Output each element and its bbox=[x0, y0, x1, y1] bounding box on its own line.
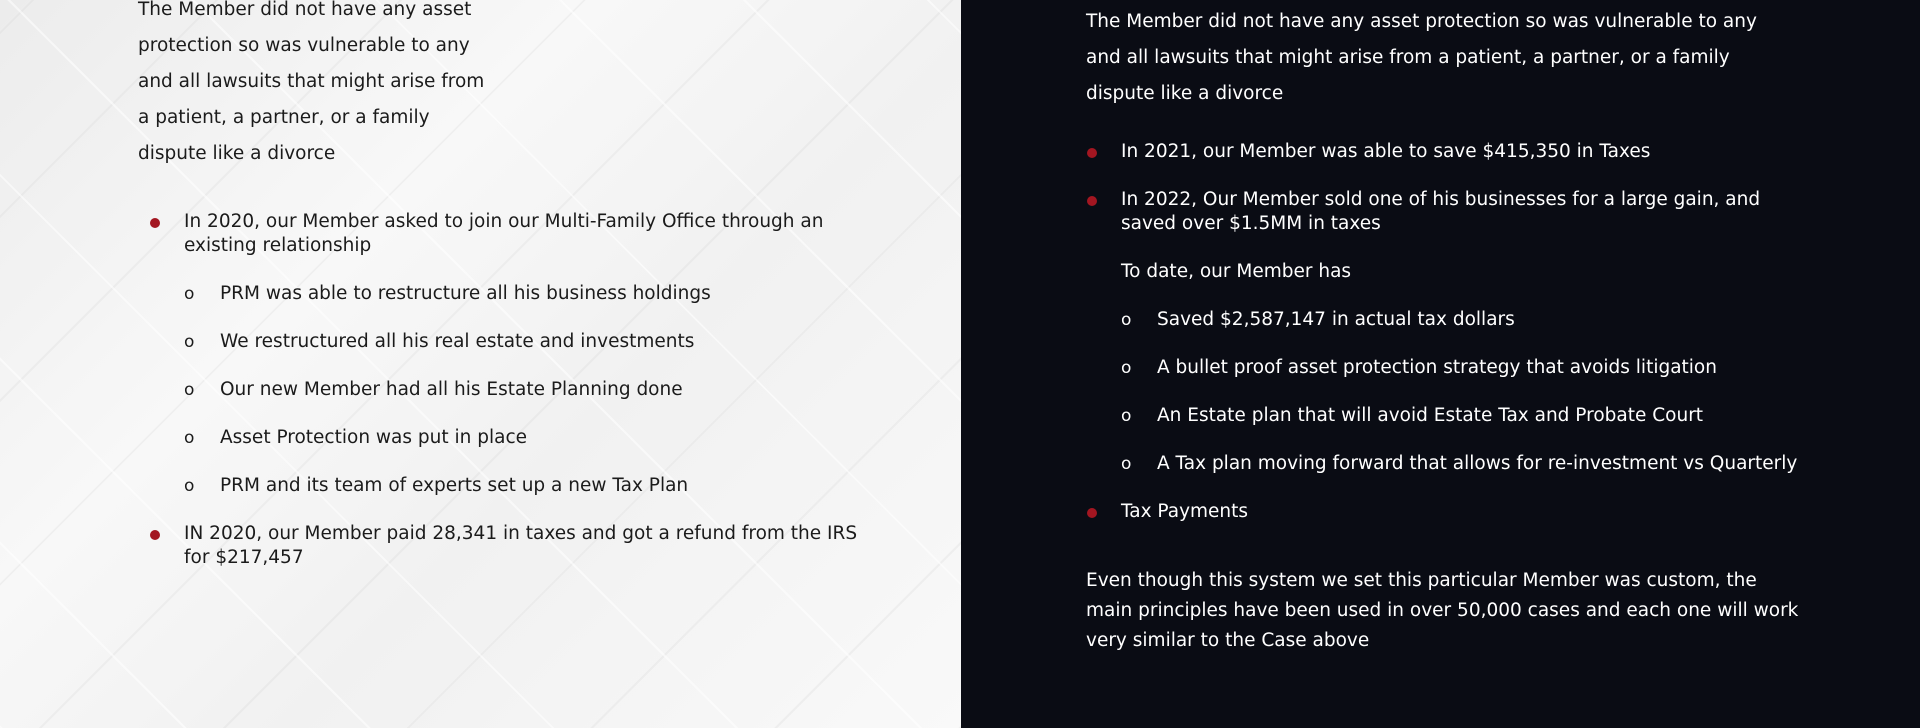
right-bullet-2 bbox=[1086, 188, 1816, 236]
sub-bullet-marker: o bbox=[1121, 406, 1132, 426]
left-sub-item bbox=[184, 330, 869, 354]
left-sub-item bbox=[184, 426, 869, 450]
sub-bullet-marker: o bbox=[184, 284, 195, 304]
sub-bullet-marker: o bbox=[1121, 310, 1132, 330]
left-sub-item bbox=[184, 474, 869, 498]
right-bullet-3-text: Tax Payments bbox=[1121, 501, 1249, 522]
left-intro-paragraph: The Member did not have any asset protection so was vulnerable to any and all lawsuits that might arise from a patient, a partner, or a family dispute like a divorce bbox=[138, 0, 485, 164]
left-sub-item bbox=[184, 378, 869, 402]
sub-bullet-marker: o bbox=[184, 380, 195, 400]
right-sub-item-text: Saved $2,587,147 in actual tax dollars bbox=[1157, 309, 1515, 330]
right-bullet-2-text: In 2022, Our Member sold one of his businesses for a large gain, and saved over $1.5MM in taxes bbox=[1121, 189, 1761, 234]
left-bullet-1 bbox=[149, 210, 869, 498]
right-sub-item bbox=[1121, 308, 1816, 332]
right-bullet-1 bbox=[1086, 140, 1816, 164]
left-bullet-list bbox=[149, 210, 869, 594]
left-sub-item-text: We restructured all his real estate and investments bbox=[220, 331, 695, 352]
left-bullet-2 bbox=[149, 522, 869, 570]
right-sub-item bbox=[1121, 356, 1816, 380]
sub-bullet-marker: o bbox=[184, 428, 195, 448]
left-sub-item-text: Asset Protection was put in place bbox=[220, 427, 528, 448]
bullet-dot-icon bbox=[1087, 196, 1097, 206]
right-sub-item bbox=[1121, 404, 1816, 428]
to-date-label: To date, our Member has bbox=[1121, 261, 1352, 282]
right-sub-item-text: A bullet proof asset protection strategy that avoids litigation bbox=[1157, 357, 1717, 378]
right-intro-paragraph: The Member did not have any asset protection so was vulnerable to any and all lawsuits that might arise from a patient, a partner, or a family dispute like a divorce bbox=[1086, 11, 1757, 104]
right-sub-item-text: A Tax plan moving forward that allows for re-investment vs Quarterly bbox=[1157, 453, 1798, 474]
left-sub-item-text: PRM and its team of experts set up a new Tax Plan bbox=[220, 475, 689, 496]
sub-bullet-marker: o bbox=[1121, 454, 1132, 474]
left-sub-list bbox=[184, 282, 869, 498]
sub-bullet-marker: o bbox=[184, 332, 195, 352]
right-bullet-1-text: In 2021, our Member was able to save $415,350 in Taxes bbox=[1121, 141, 1651, 162]
closing-paragraph: Even though this system we set this particular Member was custom, the main principles have been used in over 50,000 cases and each one will work very similar to the Case above bbox=[1086, 570, 1799, 651]
left-sub-item-text: PRM was able to restructure all his business holdings bbox=[220, 283, 711, 304]
right-sub-item-text: An Estate plan that will avoid Estate Tax and Probate Court bbox=[1157, 405, 1704, 426]
left-sub-item-text: Our new Member had all his Estate Planning done bbox=[220, 379, 683, 400]
left-bullet-2-text: IN 2020, our Member paid 28,341 in taxes and got a refund from the IRS for $217,457 bbox=[184, 523, 858, 568]
sub-bullet-marker: o bbox=[1121, 358, 1132, 378]
bullet-dot-icon bbox=[150, 530, 160, 540]
right-sub-item bbox=[1121, 452, 1816, 476]
bullet-dot-icon bbox=[1087, 148, 1097, 158]
right-bullet-list bbox=[1086, 140, 1816, 548]
right-bullet-3 bbox=[1086, 500, 1816, 524]
sub-bullet-marker: o bbox=[184, 476, 195, 496]
right-panel bbox=[961, 0, 1920, 728]
left-bullet-1-text: In 2020, our Member asked to join our Multi-Family Office through an existing relationship bbox=[184, 211, 824, 256]
left-sub-item bbox=[184, 282, 869, 306]
right-sub-list bbox=[1121, 308, 1816, 476]
bullet-dot-icon bbox=[1087, 508, 1097, 518]
bullet-dot-icon bbox=[150, 218, 160, 228]
